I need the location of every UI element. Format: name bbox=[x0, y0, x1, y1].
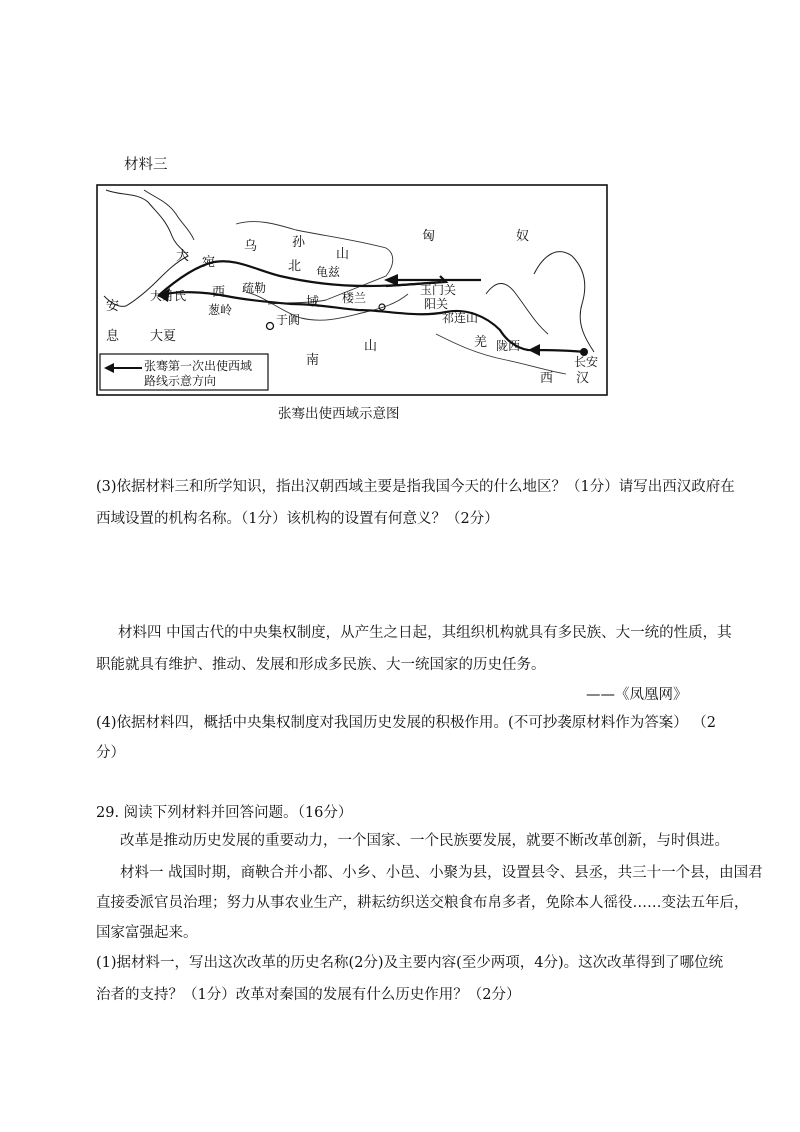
place-yutian: 于阗 bbox=[276, 313, 301, 327]
svg-text:北: 北 bbox=[288, 259, 302, 274]
q29-material1-line3: 国家富强起来。 bbox=[96, 925, 198, 941]
svg-text:息: 息 bbox=[106, 329, 120, 344]
place-guizi: 龟兹 bbox=[316, 265, 341, 279]
svg-text:南: 南 bbox=[306, 353, 320, 368]
place-daxia: 大夏 bbox=[150, 329, 177, 344]
svg-text:域: 域 bbox=[306, 295, 320, 310]
place-changan: 长安 bbox=[574, 355, 599, 369]
material4-line1: 材料四 中国古代的中央集权制度，从产生之日起，其组织机构就具有多民族、大一统的性质，其 bbox=[118, 625, 732, 641]
q29-material1-line2: 直接委派官员治理；努力从事农业生产，耕耘纺织送交粮食布帛多者，免除本人徭役……变法五年后， bbox=[96, 895, 749, 911]
q4-line1: (4)依据材料四，概括中央集权制度对我国历史发展的积极作用。(不可抄袭原材料作为答案） （2 bbox=[96, 715, 717, 731]
svg-text:宛: 宛 bbox=[202, 255, 216, 270]
silk-road-map bbox=[96, 184, 608, 396]
q29-material1-line1: 材料一 战国时期，商鞅合并小都、小乡、小邑、小聚为县，设置县令、县丞，共三十一个县，由国君 bbox=[120, 865, 763, 881]
place-wusun: 乌 bbox=[244, 239, 258, 254]
svg-text:山: 山 bbox=[364, 339, 378, 354]
material4-source: ——《凤凰网》 bbox=[586, 687, 688, 703]
place-dayuezhi: 大月氏 bbox=[150, 289, 187, 303]
material4-line2: 职能就具有维护、推动、发展和形成多民族、大一统国家的历史任务。 bbox=[96, 657, 546, 673]
place-qiang: 羌 bbox=[474, 335, 488, 350]
q29-intro: 改革是推动历史发展的重要动力，一个国家、一个民族要发展，就要不断改革创新，与时俱进。 bbox=[120, 833, 729, 849]
q29-q1-line1: (1)据材料一，写出这次改革的历史名称(2分)及主要内容(至少两项，4分)。这次改革得到了哪位统 bbox=[96, 955, 724, 971]
legend-text-2: 路线示意方向 bbox=[144, 374, 217, 388]
place-loulan: 楼兰 bbox=[342, 291, 367, 305]
place-longxi: 陇西 bbox=[496, 339, 521, 353]
q29-q1-line2: 治者的支持？（1分）改革对秦国的发展有什么历史作用？（2分） bbox=[96, 987, 521, 1003]
material3-label: 材料三 bbox=[124, 157, 168, 173]
place-dawan: 大 bbox=[176, 249, 190, 264]
q3-line2: 西域设置的机构名称。（1分）该机构的设置有何意义？（2分） bbox=[96, 511, 499, 527]
place-yumenguan: 玉门关 bbox=[420, 283, 457, 297]
place-shule: 疏勒 bbox=[242, 281, 267, 295]
q3-line1: (3)依据材料三和所学知识，指出汉朝西域主要是指我国今天的什么地区？（1分）请写出西汉政府在 bbox=[96, 479, 735, 495]
svg-text:汉: 汉 bbox=[576, 371, 590, 386]
place-anxi: 安 bbox=[106, 299, 120, 314]
svg-text:山: 山 bbox=[336, 247, 350, 262]
place-qilianshan: 祁连山 bbox=[442, 311, 479, 325]
place-xihan: 西 bbox=[540, 371, 554, 386]
place-xiongnu: 匈 bbox=[422, 229, 436, 244]
svg-text:西: 西 bbox=[212, 285, 226, 300]
map-caption: 张骞出使西域示意图 bbox=[278, 406, 400, 422]
q29-heading: 29. 阅读下列材料并回答问题。（16分） bbox=[96, 805, 353, 821]
place-yangguan: 阳关 bbox=[424, 297, 449, 311]
svg-text:奴: 奴 bbox=[516, 229, 530, 244]
q4-line2: 分） bbox=[96, 745, 125, 761]
place-congling: 葱岭 bbox=[208, 303, 233, 317]
legend-text-1: 张骞第一次出使西域 bbox=[144, 359, 253, 373]
svg-text:孙: 孙 bbox=[292, 235, 306, 250]
